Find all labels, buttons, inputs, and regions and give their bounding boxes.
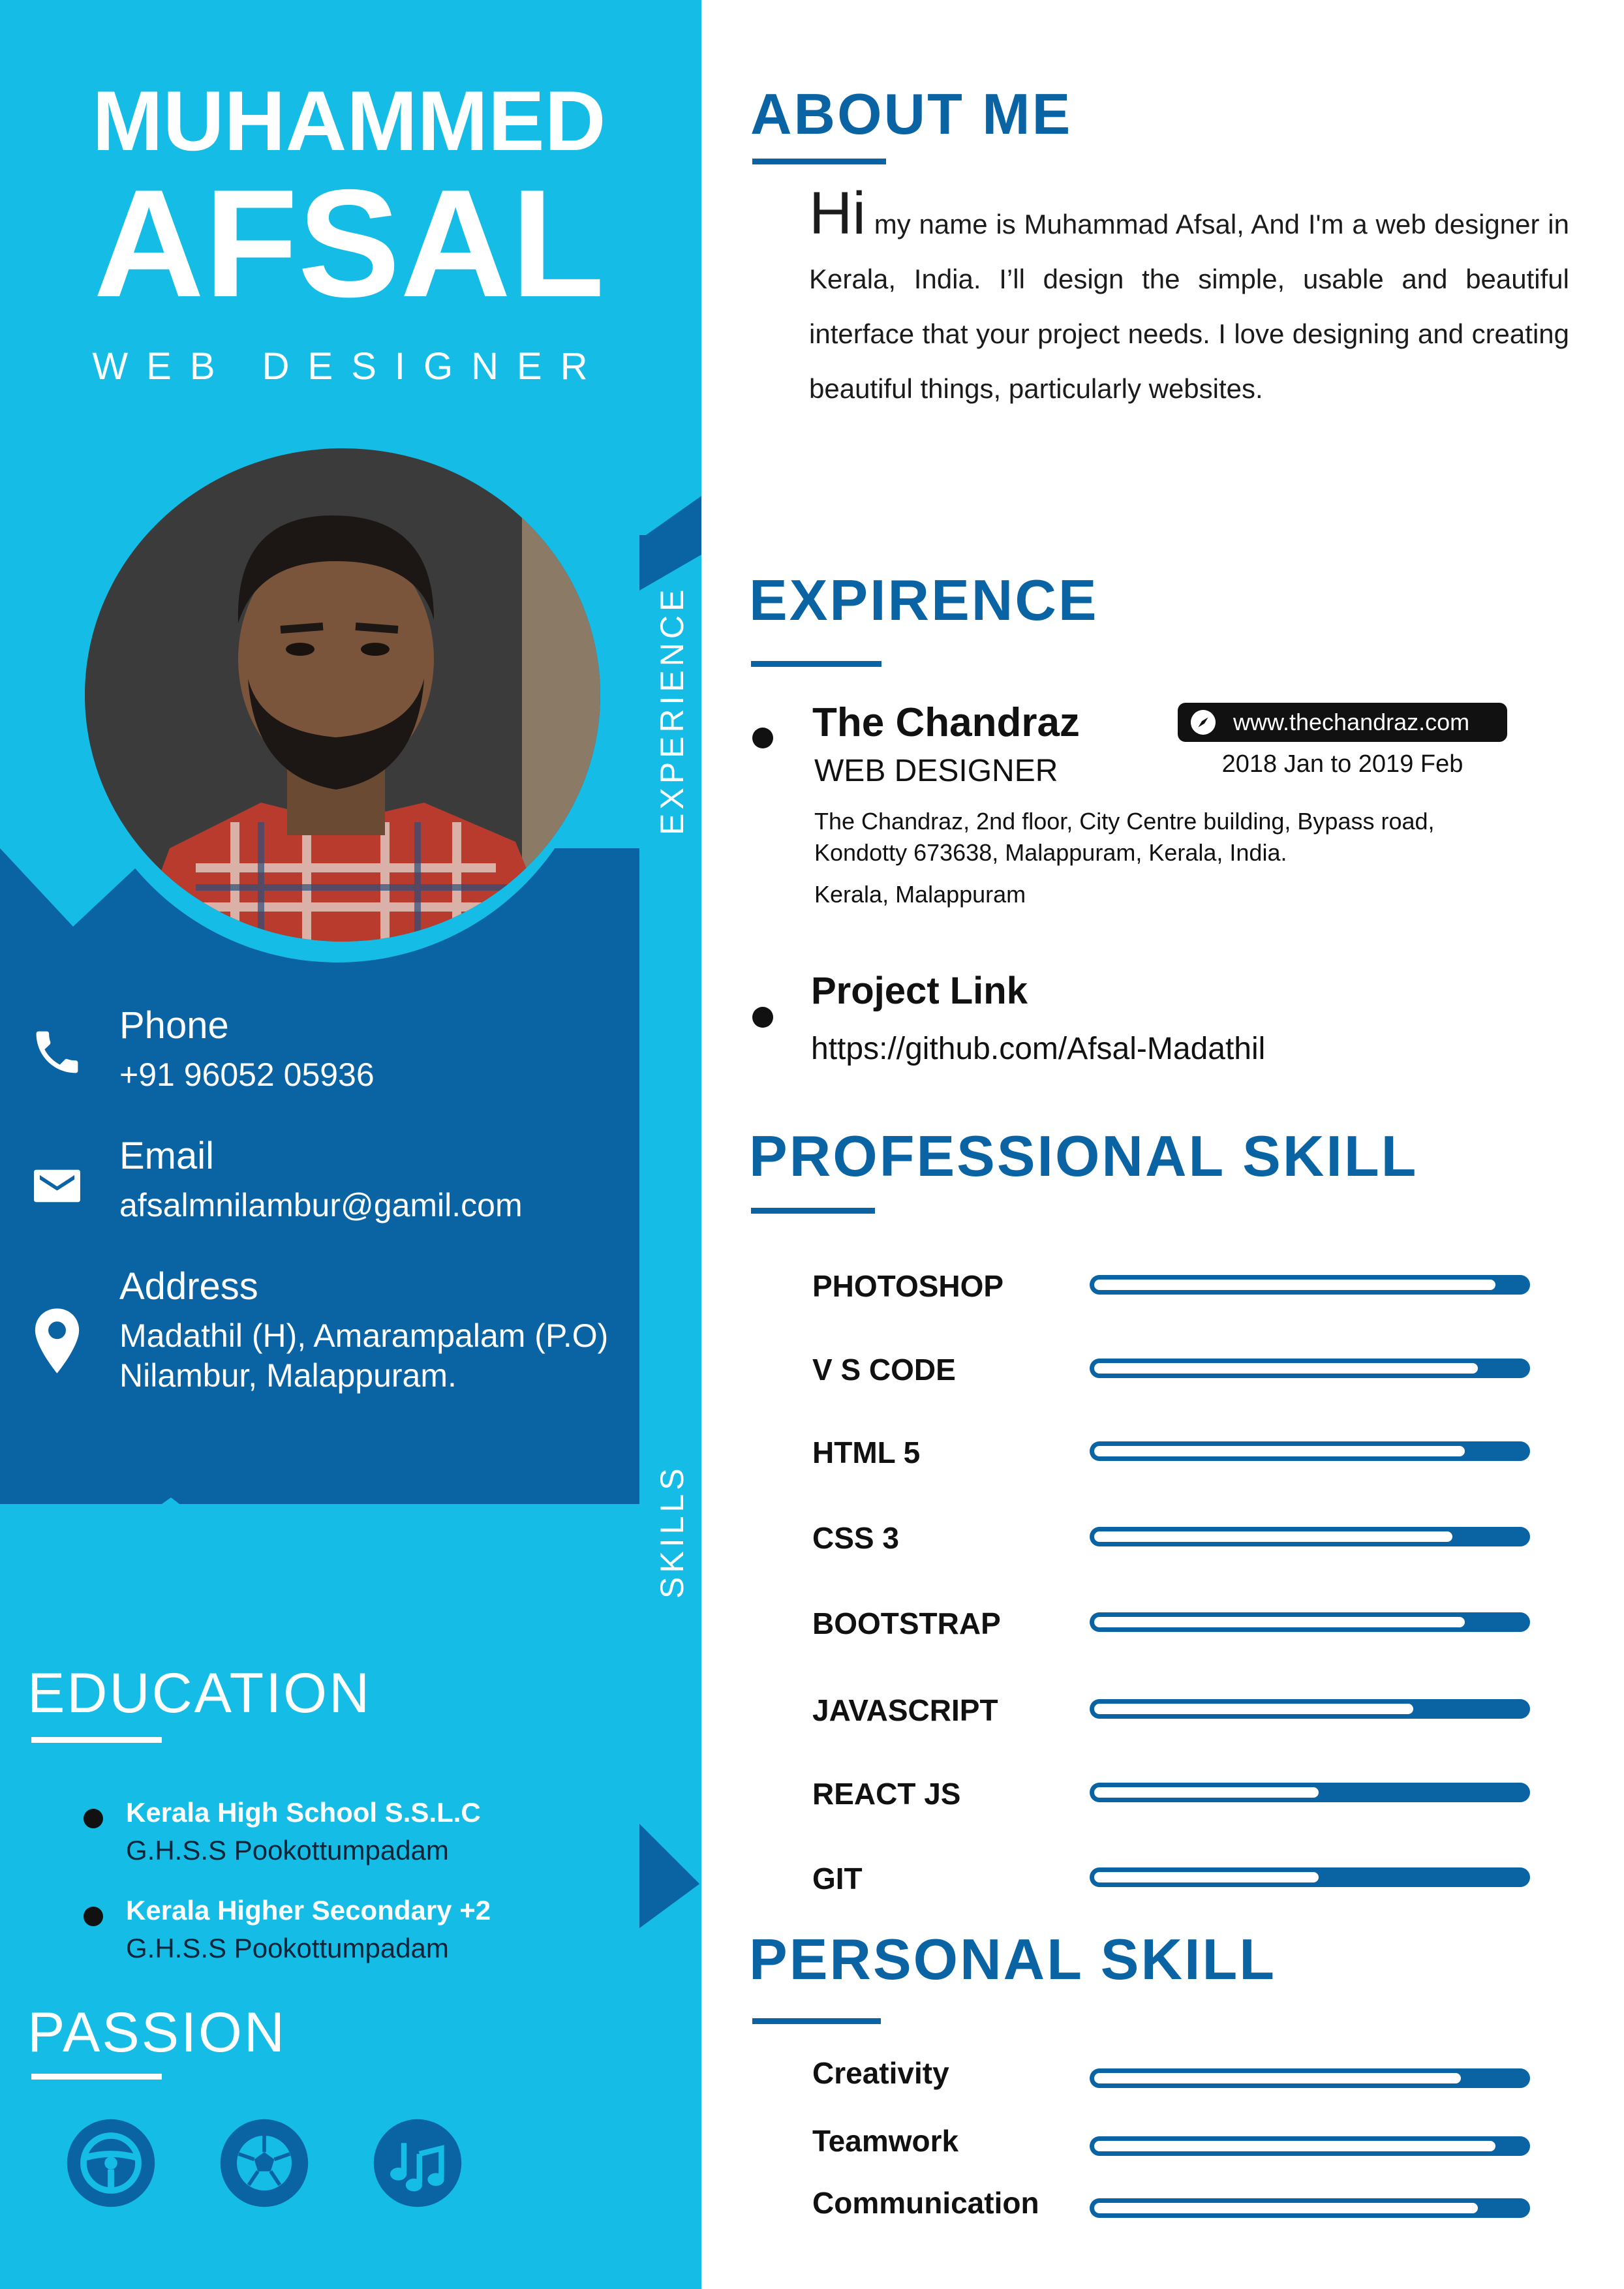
address-line-1: Madathil (H), Amarampalam (P.O) [119,1317,609,1354]
skill-name: BOOTSTRAP [812,1606,1001,1640]
skill-level-bar [1090,1783,1530,1802]
job-title: WEB DESIGNER [92,345,606,388]
skill-level-fill [1094,1872,1319,1882]
skill-level-bar [1090,2198,1530,2218]
skill-level-bar [1090,1441,1530,1461]
education-heading: EDUCATION [27,1662,372,1725]
address-line-2: Nilambur, Malappuram. [119,1357,457,1394]
about-hi: Hi [809,180,866,247]
email-label: Email [119,1135,215,1177]
skill-level-fill [1094,1280,1495,1290]
skill-level-fill [1094,2141,1495,2151]
education-underline [31,1737,162,1743]
education-bullet [84,1907,103,1926]
professional-skill-underline [751,1208,875,1214]
experience-address [814,806,1473,868]
experience-address-line-2: Kondotty 673638, Malappuram, Kerala, India. [814,839,1287,866]
professional-skill-heading: PROFESSIONAL SKILL [749,1124,1418,1188]
education-bullet [84,1809,103,1828]
skill-level-bar [1090,1699,1530,1719]
skill-level-fill [1094,1531,1452,1542]
phone-label: Phone [119,1004,229,1047]
experience-bullet [752,728,773,748]
experience-company: The Chandraz [812,700,1080,745]
last-name: AFSAL [93,157,605,329]
education-item-school: G.H.S.S Pookottumpadam [126,1835,449,1866]
education-item-title: Kerala High School S.S.L.C [126,1797,481,1828]
skill-level-bar [1090,1527,1530,1546]
first-name: MUHAMMED [92,73,606,168]
compass-icon [1191,710,1216,735]
experience-role: WEB DESIGNER [814,754,1058,788]
experience-heading: EXPIRENCE [749,568,1099,632]
skill-level-fill [1094,1617,1465,1627]
project-title: Project Link [811,970,1028,1012]
steering-wheel-icon [65,2117,157,2209]
about-heading: ABOUT ME [750,82,1073,146]
skill-level-fill [1094,1363,1478,1374]
personal-skill-underline [752,2018,881,2024]
passion-underline [31,2074,162,2080]
passion-heading: PASSION [27,2001,286,2064]
company-website-badge[interactable] [1178,703,1507,742]
project-link[interactable]: https://github.com/Afsal-Madathil [811,1032,1266,1066]
address-label: Address [119,1265,258,1308]
skill-level-bar [1090,1275,1530,1295]
skill-level-bar [1090,2136,1530,2156]
location-pin-icon [29,1305,85,1377]
experience-underline [751,661,881,667]
experience-address-line-1: The Chandraz, 2nd floor, City Centre building, Bypass road, [814,808,1435,835]
skill-name: REACT JS [812,1777,961,1811]
skill-name: GIT [812,1862,863,1896]
education-item-school: G.H.S.S Pookottumpadam [126,1933,449,1963]
football-icon [219,2117,310,2209]
skill-level-bar [1090,2068,1530,2088]
skill-name: HTML 5 [812,1436,921,1469]
skill-level-fill [1094,1704,1413,1714]
project-bullet [752,1007,773,1028]
about-underline [752,159,886,164]
email-icon [29,1158,85,1214]
music-notes-icon [372,2117,463,2209]
experience-location: Kerala, Malappuram [814,881,1026,908]
skill-name: Communication [812,2186,1039,2220]
skill-level-bar [1090,1867,1530,1887]
skill-level-bar [1090,1612,1530,1632]
skill-level-fill [1094,1446,1465,1456]
experience-side-tab: EXPERIENCE [654,585,690,835]
skill-name: JAVASCRIPT [812,1693,998,1727]
email-value[interactable]: afsalmnilambur@gamil.com [119,1187,523,1223]
skill-level-bar [1090,1359,1530,1378]
skill-name: V S CODE [812,1353,956,1387]
personal-skill-heading: PERSONAL SKILL [749,1927,1277,1991]
about-body: my name is Muhammad Afsal, And I'm a web designer in Kerala, India. I’ll design the simple, usable and beautiful interface that your project needs. I love designing and creating beautiful things, particularly websites. [809,209,1569,404]
education-item-title: Kerala Higher Secondary +2 [126,1895,491,1926]
skill-name: CSS 3 [812,1521,899,1555]
skill-level-fill [1094,2073,1461,2083]
phone-icon [29,1024,85,1080]
about-text [809,180,1569,416]
company-website[interactable]: www.thechandraz.com [1233,709,1470,735]
skill-name: Creativity [812,2056,949,2090]
skills-side-tab: SKILLS [654,1464,690,1599]
experience-dates: 2018 Jan to 2019 Feb [1221,750,1463,778]
phone-value[interactable]: +91 96052 05936 [119,1056,375,1093]
skill-name: Teamwork [812,2124,959,2158]
skill-name: PHOTOSHOP [812,1269,1004,1303]
skill-level-fill [1094,1787,1319,1798]
skill-level-fill [1094,2203,1478,2213]
